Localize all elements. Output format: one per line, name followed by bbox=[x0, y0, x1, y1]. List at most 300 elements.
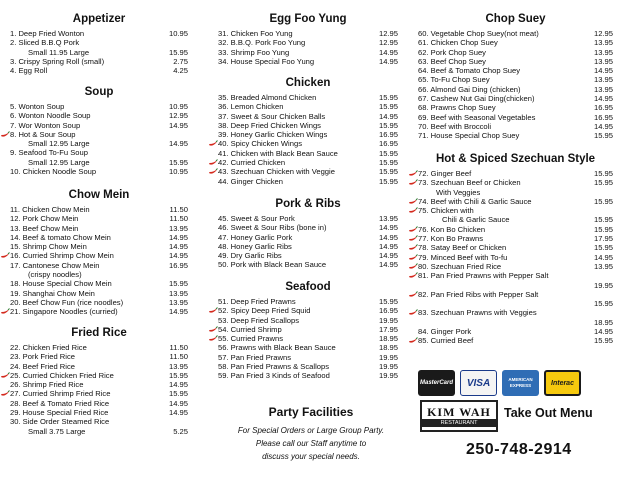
item-name: 81. Pan Fried Prawns with Pepper Salt bbox=[418, 271, 549, 281]
chili-pepper-icon bbox=[408, 291, 418, 298]
menu-item bbox=[10, 57, 188, 66]
menu-item bbox=[218, 223, 398, 232]
item-name: 6. Wonton Noodle Soup bbox=[10, 111, 91, 121]
menu-item bbox=[218, 121, 398, 130]
menu-item bbox=[10, 167, 188, 176]
item-price: 11.50 bbox=[169, 205, 188, 214]
menu-item bbox=[10, 29, 188, 38]
section-title: Fried Rice bbox=[71, 327, 127, 339]
item-price: 14.95 bbox=[593, 252, 613, 262]
menu-section bbox=[418, 12, 613, 141]
menu-item bbox=[418, 169, 613, 178]
item-price: 15.95 bbox=[593, 178, 613, 188]
item-name: 70. Beef with Broccoli bbox=[418, 121, 492, 131]
item-name: 85. Curried Beef bbox=[418, 336, 474, 346]
item-name: 76. Kon Bo Chicken bbox=[418, 224, 486, 234]
item-name: 71. House Special Chop Suey bbox=[418, 131, 520, 141]
menu-list bbox=[218, 214, 398, 270]
item-name: 67. Cashew Nut Gai Ding(chicken) bbox=[418, 94, 535, 104]
menu-item bbox=[10, 111, 188, 120]
item-price: 16.95 bbox=[168, 260, 188, 270]
menu-item bbox=[218, 38, 398, 47]
item-price: 14.95 bbox=[593, 121, 613, 131]
menu-item bbox=[418, 308, 613, 317]
item-name: 22. Chicken Fried Rice bbox=[10, 343, 87, 352]
section-title: Hot & Spiced Szechuan Style bbox=[435, 153, 596, 165]
item-name: 84. Ginger Pork bbox=[418, 327, 472, 337]
item-name: 52. Spicy Deep Fried Squid bbox=[218, 306, 311, 316]
item-name: 42. Curried Chicken bbox=[218, 158, 286, 168]
item-name: 69. Beef with Seasonal Vegetables bbox=[418, 112, 536, 122]
item-price: 13.95 bbox=[168, 361, 188, 371]
item-price: 13.95 bbox=[378, 214, 398, 223]
menu-item bbox=[418, 178, 613, 187]
menu-item bbox=[10, 270, 188, 279]
chili-pepper-icon bbox=[208, 335, 218, 342]
item-name: Chili & Garlic Sauce bbox=[442, 215, 510, 225]
item-price: 18.95 bbox=[378, 334, 398, 344]
item-name: 40. Spicy Chicken Wings bbox=[218, 139, 302, 149]
item-price: 13.95 bbox=[593, 38, 613, 48]
menu-section bbox=[10, 85, 188, 176]
menu-item bbox=[10, 251, 188, 260]
menu-item bbox=[418, 94, 613, 103]
section-title: Pork & Ribs bbox=[275, 198, 341, 210]
logo-sub-text: RESTAURANT bbox=[422, 419, 496, 427]
item-name: 50. Pork with Black Bean Sauce bbox=[218, 260, 327, 270]
item-price: 17.95 bbox=[593, 234, 613, 244]
item-name: 18. House Special Chow Mein bbox=[10, 279, 112, 289]
item-price: 14.95 bbox=[168, 398, 188, 408]
item-name: 5. Wonton Soup bbox=[10, 102, 65, 111]
item-price: 13.95 bbox=[593, 47, 613, 57]
item-price: 19.95 bbox=[378, 371, 398, 381]
item-price: 12.95 bbox=[593, 29, 613, 38]
menu-section bbox=[10, 326, 188, 436]
menu-item bbox=[10, 205, 188, 214]
menu-item bbox=[418, 234, 613, 243]
payment-cards bbox=[418, 370, 598, 396]
item-price: 19.95 bbox=[378, 352, 398, 362]
item-price: 15.95 bbox=[168, 279, 188, 289]
menu-item bbox=[10, 158, 188, 167]
item-price: 15.95 bbox=[378, 148, 398, 158]
menu-item bbox=[418, 29, 613, 38]
menu-item bbox=[10, 148, 188, 157]
menu-item bbox=[418, 113, 613, 122]
item-price: 13.95 bbox=[593, 261, 613, 271]
item-name: 75. Chicken with bbox=[418, 206, 474, 216]
item-price: 14.95 bbox=[168, 242, 188, 252]
item-price: 14.95 bbox=[593, 94, 613, 104]
item-name: 9. Seafood To-Fu Soup bbox=[10, 148, 88, 158]
menu-item bbox=[418, 57, 613, 66]
menu-item bbox=[418, 38, 613, 47]
menu-item bbox=[418, 206, 613, 215]
item-price: 19.95 bbox=[378, 315, 398, 325]
menu-item bbox=[218, 177, 398, 186]
item-name: 3. Crispy Spring Roll (small) bbox=[10, 56, 105, 66]
visa-logo bbox=[460, 370, 497, 396]
menu-item bbox=[218, 362, 398, 371]
menu-item bbox=[218, 93, 398, 102]
menu-item bbox=[218, 306, 398, 315]
menu-item bbox=[10, 289, 188, 298]
amex-logo bbox=[502, 370, 539, 396]
item-name: 54. Curried Shrimp bbox=[218, 324, 282, 334]
menu-item bbox=[218, 251, 398, 260]
item-price: 15.95 bbox=[378, 158, 398, 168]
logo-main-text: KIM WAH bbox=[427, 405, 491, 419]
party-line-2: Please call our Staff anytime to bbox=[255, 439, 367, 448]
item-name: 47. Honey Garlic Pork bbox=[218, 232, 293, 242]
item-name: 41. Chicken with Black Bean Sauce bbox=[218, 148, 338, 158]
chili-pepper-icon bbox=[408, 179, 418, 186]
item-price: 14.95 bbox=[378, 232, 398, 242]
menu-item bbox=[10, 352, 188, 361]
item-price: 15.95 bbox=[378, 120, 398, 130]
menu-section bbox=[218, 12, 398, 66]
menu-item bbox=[10, 343, 188, 352]
item-name: 63. Beef Chop Suey bbox=[418, 56, 486, 66]
menu-item bbox=[218, 158, 398, 167]
item-price: 11.50 bbox=[169, 343, 188, 352]
menu-item bbox=[10, 139, 188, 148]
item-price: 18.95 bbox=[378, 343, 398, 353]
chili-pepper-icon bbox=[0, 131, 10, 138]
item-name: 13. Beef Chow Mein bbox=[10, 223, 79, 233]
item-name: 55. Curried Prawns bbox=[218, 334, 283, 344]
menu-item bbox=[418, 103, 613, 112]
menu-item bbox=[10, 130, 188, 139]
menu-section bbox=[218, 76, 398, 186]
item-price: 15.95 bbox=[593, 224, 613, 234]
chili-pepper-icon bbox=[408, 207, 418, 214]
item-price: 13.95 bbox=[593, 75, 613, 85]
menu-item bbox=[10, 371, 188, 380]
item-price: 15.95 bbox=[378, 102, 398, 112]
item-price: 16.95 bbox=[593, 112, 613, 122]
item-name: 38. Deep Fried Chicken Wings bbox=[218, 120, 321, 130]
item-name: 43. Szechuan Chicken with Veggie bbox=[218, 167, 335, 177]
item-name: 21. Singapore Noodles (curried) bbox=[10, 307, 118, 317]
menu-item bbox=[10, 298, 188, 307]
section-title: Seafood bbox=[285, 281, 331, 293]
item-price: 14.95 bbox=[168, 232, 188, 242]
party-line-3: discuss your special needs. bbox=[262, 452, 360, 461]
menu-item bbox=[10, 102, 188, 111]
visa-label: VISA bbox=[466, 377, 491, 389]
item-name: 25. Curried Chicken Fried Rice bbox=[10, 370, 114, 380]
item-name: 27. Curried Shrimp Fried Rice bbox=[10, 389, 111, 399]
menu-item bbox=[418, 131, 613, 140]
chili-pepper-icon bbox=[408, 226, 418, 233]
item-name: 72. Ginger Beef bbox=[418, 169, 472, 178]
item-name: 34. House Special Foo Yung bbox=[218, 56, 315, 66]
item-name: 12. Pork Chow Mein bbox=[10, 214, 79, 224]
menu-item bbox=[418, 271, 613, 280]
item-name: 61. Chicken Chop Suey bbox=[418, 38, 498, 48]
menu-item bbox=[218, 112, 398, 121]
item-name: 79. Minced Beef with To-fu bbox=[418, 252, 508, 262]
item-name: 65. To-Fu Chop Suey bbox=[418, 75, 490, 85]
item-price: 14.95 bbox=[168, 120, 188, 130]
menu-section bbox=[10, 188, 188, 317]
menu-item bbox=[218, 139, 398, 148]
chili-pepper-icon bbox=[408, 309, 418, 316]
item-price: 13.95 bbox=[168, 223, 188, 233]
item-name: 7. Wor Wonton Soup bbox=[10, 120, 81, 130]
item-price: 15.95 bbox=[593, 215, 613, 225]
chili-pepper-icon bbox=[408, 254, 418, 261]
item-price: 15.95 bbox=[378, 93, 398, 102]
item-price: 16.95 bbox=[378, 130, 398, 140]
item-name: 15. Shrimp Chow Mein bbox=[10, 242, 87, 252]
chili-pepper-icon bbox=[208, 159, 218, 166]
item-price: 13.95 bbox=[168, 288, 188, 298]
section-title: Soup bbox=[84, 86, 114, 98]
section-title: Egg Foo Yung bbox=[269, 13, 347, 25]
menu-item bbox=[218, 260, 398, 269]
menu-item bbox=[418, 290, 613, 299]
item-name: 45. Sweet & Sour Pork bbox=[218, 214, 295, 223]
menu-item bbox=[418, 281, 613, 290]
menu-item bbox=[418, 336, 613, 345]
menu-item bbox=[418, 262, 613, 271]
menu-item bbox=[10, 389, 188, 398]
party-facilities bbox=[222, 404, 400, 463]
item-name: 51. Deep Fried Prawns bbox=[218, 297, 296, 306]
menu-item bbox=[418, 197, 613, 206]
item-name: 49. Dry Garlic Ribs bbox=[218, 251, 282, 261]
item-name: 77. Kon Bo Prawns bbox=[418, 234, 484, 244]
menu-item bbox=[10, 362, 188, 371]
item-name: 11. Chicken Chow Mein bbox=[10, 205, 90, 214]
menu-item bbox=[418, 75, 613, 84]
menu-list bbox=[218, 297, 398, 381]
item-price: 14.95 bbox=[378, 260, 398, 270]
item-price: 10.95 bbox=[168, 167, 188, 177]
item-name: 59. Pan Fried 3 Kinds of Seafood bbox=[218, 371, 330, 381]
item-name: 82. Pan Fried Ribs with Pepper Salt bbox=[418, 289, 539, 299]
chili-pepper-icon bbox=[0, 252, 10, 259]
item-name: 33. Shrimp Foo Yung bbox=[218, 47, 290, 57]
item-name: 83. Szechuan Prawns with Veggies bbox=[418, 308, 537, 318]
item-name: 23. Pork Fried Rice bbox=[10, 352, 75, 362]
menu-list bbox=[418, 29, 613, 141]
menu-item bbox=[218, 29, 398, 38]
item-price: 5.25 bbox=[173, 426, 188, 436]
item-name: 30. Side Order Steamed Rice bbox=[10, 417, 110, 427]
item-name: 19. Shanghai Chow Mein bbox=[10, 288, 95, 298]
item-name: 2. Sliced B.B.Q Pork bbox=[10, 38, 80, 48]
item-price: 14.95 bbox=[168, 307, 188, 317]
menu-item bbox=[10, 307, 188, 316]
menu-item bbox=[10, 399, 188, 408]
menu-item bbox=[218, 371, 398, 380]
menu-item bbox=[10, 427, 188, 436]
item-price: 13.95 bbox=[593, 84, 613, 94]
item-price: 14.95 bbox=[168, 380, 188, 390]
item-name: 74. Beef with Chili & Garlic Sauce bbox=[418, 196, 532, 206]
menu-item bbox=[218, 48, 398, 57]
chili-pepper-icon bbox=[0, 308, 10, 315]
chili-pepper-icon bbox=[408, 263, 418, 270]
item-price: 15.95 bbox=[593, 131, 613, 141]
mastercard-label: MasterCard bbox=[419, 380, 453, 386]
item-name: Small 12.95 Large bbox=[28, 139, 90, 149]
item-name: 60. Vegetable Chop Suey(not meat) bbox=[418, 29, 539, 38]
item-price: 14.95 bbox=[378, 111, 398, 121]
phone-number: 250-748-2914 bbox=[466, 441, 572, 458]
menu-item bbox=[10, 242, 188, 251]
item-price: 13.95 bbox=[168, 297, 188, 307]
amex-label: AMERICAN EXPRESS bbox=[508, 377, 533, 388]
menu-item bbox=[218, 325, 398, 334]
item-name: 73. Szechuan Beef or Chicken bbox=[418, 178, 521, 188]
item-name: 10. Chicken Noodle Soup bbox=[10, 167, 97, 177]
item-price: 12.95 bbox=[378, 38, 398, 48]
item-name: 46. Sweet & Sour Ribs (bone in) bbox=[218, 223, 327, 233]
menu-item bbox=[10, 233, 188, 242]
item-price: 19.95 bbox=[378, 362, 398, 372]
chili-pepper-icon bbox=[408, 170, 418, 177]
menu-item bbox=[218, 57, 398, 66]
menu-section bbox=[218, 197, 398, 270]
menu-item bbox=[10, 417, 188, 426]
item-name: 37. Sweet & Sour Chicken Balls bbox=[218, 111, 326, 121]
menu-item bbox=[10, 261, 188, 270]
item-price: 16.95 bbox=[378, 306, 398, 316]
item-name: 68. Prawns Chop Suey bbox=[418, 103, 496, 113]
menu-item bbox=[418, 66, 613, 75]
item-name: 53. Deep Fried Scallops bbox=[218, 315, 300, 325]
menu-item bbox=[10, 48, 188, 57]
item-name: 36. Lemon Chicken bbox=[218, 102, 284, 112]
menu-section bbox=[418, 152, 613, 346]
menu-item bbox=[218, 233, 398, 242]
item-name: 39. Honey Garlic Chicken Wings bbox=[218, 130, 328, 140]
item-name: 66. Almond Gai Ding (chicken) bbox=[418, 84, 521, 94]
item-price: 15.95 bbox=[168, 157, 188, 167]
menu-list bbox=[218, 29, 398, 66]
party-line-1: For Special Orders or Large Group Party. bbox=[237, 426, 385, 435]
menu-list bbox=[218, 93, 398, 186]
menu-item bbox=[418, 85, 613, 94]
menu-item bbox=[218, 316, 398, 325]
item-price: 15.95 bbox=[593, 169, 613, 178]
item-price: 15.95 bbox=[168, 389, 188, 399]
item-price: 10.95 bbox=[168, 29, 188, 38]
item-price: 2.75 bbox=[173, 56, 188, 66]
menu-item bbox=[418, 48, 613, 57]
menu-item bbox=[218, 167, 398, 176]
item-price: 14.95 bbox=[378, 241, 398, 251]
item-name: 20. Beef Chow Fun (rice noodles) bbox=[10, 297, 124, 307]
menu-item bbox=[418, 299, 613, 308]
menu-item bbox=[418, 253, 613, 262]
menu-item bbox=[218, 130, 398, 139]
item-name: Small 11.95 Large bbox=[28, 47, 90, 57]
chili-pepper-icon bbox=[408, 337, 418, 344]
item-price: 19.95 bbox=[593, 280, 613, 290]
menu-list bbox=[10, 205, 188, 317]
item-name: 1. Deep Fried Wonton bbox=[10, 29, 85, 38]
menu-list bbox=[10, 29, 188, 75]
item-name: (crispy noodles) bbox=[28, 270, 82, 280]
item-name: 64. Beef & Tomato Chop Suey bbox=[418, 66, 521, 76]
section-title: Appetizer bbox=[72, 13, 126, 25]
item-name: 29. House Special Fried Rice bbox=[10, 408, 109, 418]
item-price: 12.95 bbox=[378, 29, 398, 38]
item-name: 17. Cantonese Chow Mein bbox=[10, 260, 100, 270]
takeout-label: Take Out Menu bbox=[504, 406, 593, 420]
menu-item bbox=[10, 121, 188, 130]
item-price: 15.95 bbox=[593, 299, 613, 309]
item-price: 14.95 bbox=[378, 47, 398, 57]
item-name: 62. Pork Chop Suey bbox=[418, 47, 486, 57]
item-price: 4.25 bbox=[173, 66, 188, 76]
menu-item bbox=[418, 243, 613, 252]
item-name: 57. Pan Fried Prawns bbox=[218, 352, 292, 362]
item-price: 15.95 bbox=[593, 336, 613, 346]
chili-pepper-icon bbox=[408, 235, 418, 242]
party-title: Party Facilities bbox=[268, 405, 354, 419]
item-name: 4. Egg Roll bbox=[10, 66, 48, 76]
item-price: 16.95 bbox=[378, 139, 398, 149]
menu-item bbox=[218, 149, 398, 158]
item-name: 44. Ginger Chicken bbox=[218, 176, 284, 186]
item-name: 58. Pan Fried Prawns & Scallops bbox=[218, 362, 330, 372]
item-name: 80. Szechuan Fried Rice bbox=[418, 261, 502, 271]
menu-item bbox=[418, 225, 613, 234]
mastercard-logo bbox=[418, 370, 455, 396]
item-price: 13.95 bbox=[593, 56, 613, 66]
item-name: 78. Satay Beef or Chicken bbox=[418, 243, 507, 253]
item-price: 17.95 bbox=[378, 324, 398, 334]
menu-item bbox=[418, 318, 613, 327]
menu-item bbox=[10, 214, 188, 223]
item-price: 11.50 bbox=[169, 214, 188, 224]
item-name: Small 12.95 Large bbox=[28, 157, 90, 167]
chili-pepper-icon bbox=[208, 326, 218, 333]
item-name: 31. Chicken Foo Yung bbox=[218, 29, 293, 38]
menu-item bbox=[10, 224, 188, 233]
item-price: 15.95 bbox=[168, 370, 188, 380]
section-title: Chow Mein bbox=[68, 189, 130, 201]
section-title: Chicken bbox=[285, 77, 331, 89]
chili-pepper-icon bbox=[208, 168, 218, 175]
section-title: Chop Suey bbox=[485, 13, 546, 25]
restaurant-logo bbox=[420, 400, 498, 432]
chili-pepper-icon bbox=[208, 307, 218, 314]
chili-pepper-icon bbox=[208, 140, 218, 147]
item-price: 15.95 bbox=[593, 243, 613, 253]
item-name: 26. Shrimp Fried Rice bbox=[10, 380, 84, 390]
item-name: 32. B.B.Q. Pork Foo Yung bbox=[218, 38, 306, 48]
item-name: 48. Honey Garlic Ribs bbox=[218, 241, 292, 251]
item-price: 14.95 bbox=[593, 327, 613, 337]
item-price: 18.95 bbox=[593, 317, 613, 327]
item-name: 24. Beef Fried Rice bbox=[10, 361, 75, 371]
menu-item bbox=[418, 215, 613, 224]
menu-item bbox=[218, 334, 398, 343]
item-price: 14.95 bbox=[168, 139, 188, 149]
menu-item bbox=[418, 327, 613, 336]
item-price: 12.95 bbox=[168, 111, 188, 121]
item-price: 11.50 bbox=[169, 352, 188, 362]
item-name: 14. Beef & tomato Chow Mein bbox=[10, 232, 111, 242]
